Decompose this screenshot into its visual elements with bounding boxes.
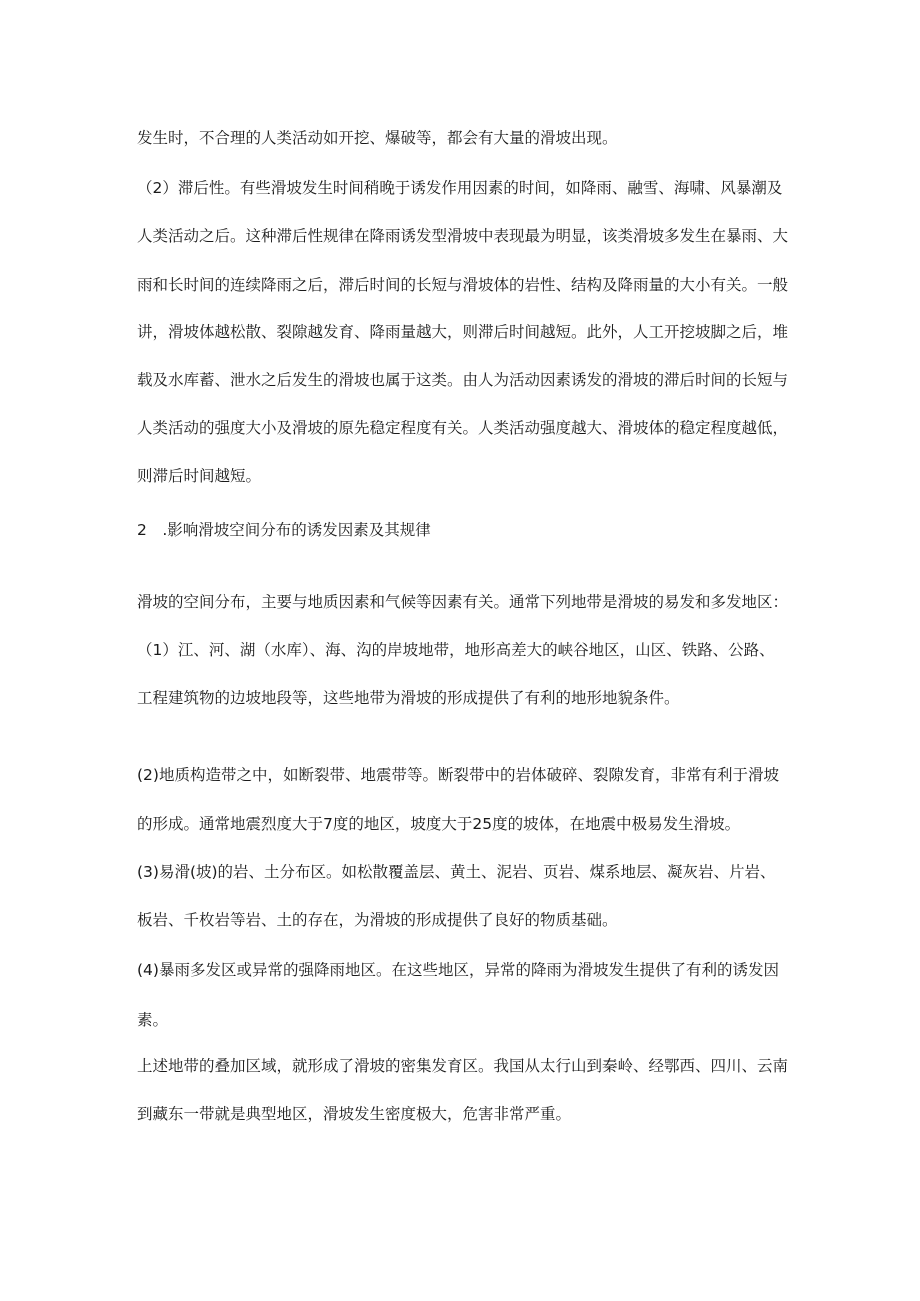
text-line: （1）江、河、湖（水库）、海、沟的岸坡地带，地形高差大的峡谷地区，山区、铁路、公路、 bbox=[137, 641, 775, 659]
text-line: 讲，滑坡体越松散、裂隙越发育、降雨量越大，则滞后时间越短。此外，人工开挖坡脚之后，堆 bbox=[137, 323, 789, 341]
text-line: 人类活动的强度大小及滑坡的原先稳定程度有关。人类活动强度越大、滑坡体的稳定程度越低， bbox=[137, 419, 789, 437]
text-line: 雨和长时间的连续降雨之后，滞后时间的长短与滑坡体的岩性、结构及降雨量的大小有关。一般 bbox=[137, 276, 789, 294]
text-line: 人类活动之后。这种滞后性规律在降雨诱发型滑坡中表现最为明显，该类滑坡多发生在暴雨、大 bbox=[137, 227, 789, 245]
text-line: (4)暴雨多发区或异常的强降雨地区。在这些地区，异常的降雨为滑坡发生提供了有利的诱发因 bbox=[137, 961, 779, 979]
text-line: (3)易滑(坡)的岩、土分布区。如松散覆盖层、黄土、泥岩、页岩、煤系地层、凝灰岩、片岩、 bbox=[137, 863, 776, 881]
text-line: 的形成。通常地震烈度大于7度的地区，坡度大于25度的坡体，在地震中极易发生滑坡。 bbox=[137, 815, 741, 833]
text-line: 上述地带的叠加区域，就形成了滑坡的密集发育区。我国从太行山到秦岭、经鄂西、四川、云南 bbox=[137, 1057, 789, 1075]
text-line: （2）滞后性。有些滑坡发生时间稍晚于诱发作用因素的时间，如降雨、融雪、海啸、风暴潮及 bbox=[137, 179, 783, 197]
text-line: 则滞后时间越短。 bbox=[137, 467, 262, 485]
text-line: 发生时，不合理的人类活动如开挖、爆破等，都会有大量的滑坡出现。 bbox=[137, 129, 618, 147]
section-heading: 2 .影响滑坡空间分布的诱发因素及其规律 bbox=[137, 521, 431, 539]
text-line: 工程建筑物的边坡地段等，这些地带为滑坡的形成提供了有利的地形地貌条件。 bbox=[137, 689, 680, 707]
text-line: 到藏东一带就是典型地区，滑坡发生密度极大，危害非常严重。 bbox=[137, 1105, 572, 1123]
text-line: 素。 bbox=[137, 1011, 169, 1029]
text-line: 板岩、千枚岩等岩、土的存在，为滑坡的形成提供了良好的物质基础。 bbox=[137, 911, 618, 929]
text-line: 载及水库蓄、泄水之后发生的滑坡也属于这类。由人为活动因素诱发的滑坡的滞后时间的长短与 bbox=[137, 371, 789, 389]
text-line: (2)地质构造带之中，如断裂带、地震带等。断裂带中的岩体破碎、裂隙发育，非常有利于滑坡 bbox=[137, 766, 779, 784]
text-line: 滑坡的空间分布，主要与地质因素和气候等因素有关。通常下列地带是滑坡的易发和多发地区： bbox=[137, 593, 789, 611]
